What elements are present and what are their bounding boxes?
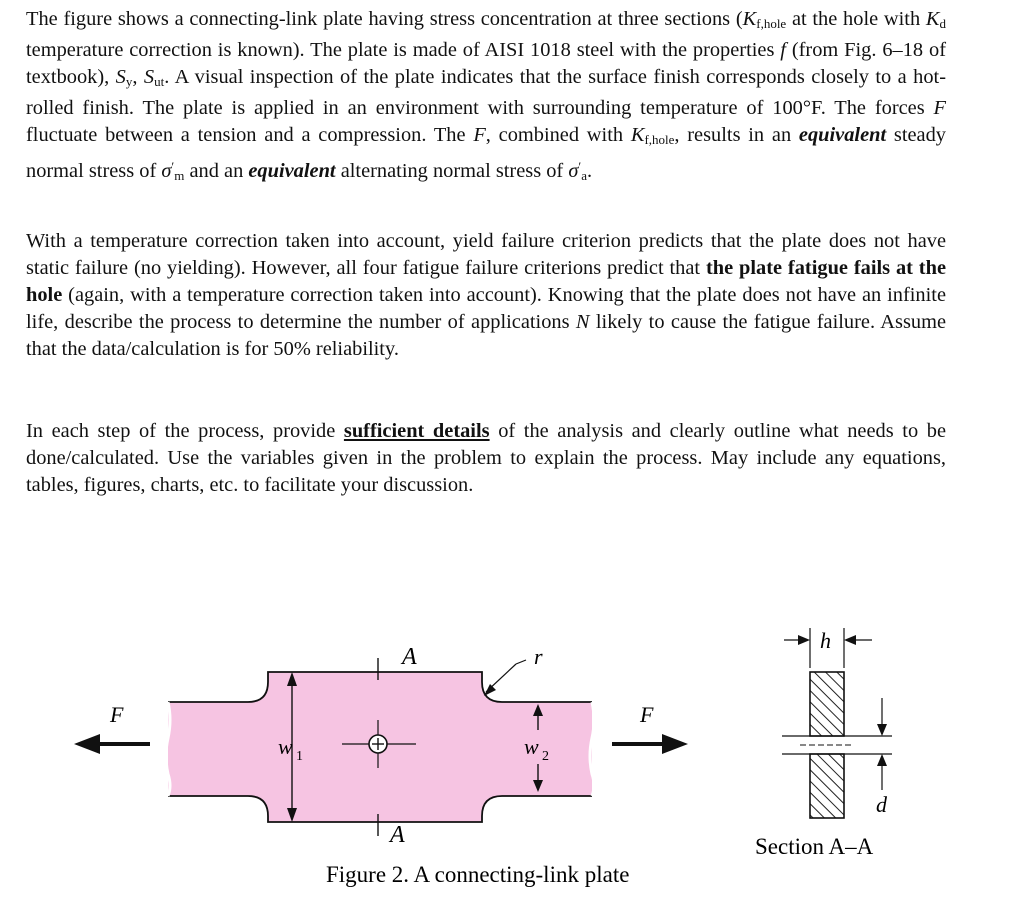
radius-leader-tail <box>516 660 526 664</box>
w2-subscript: 2 <box>542 749 549 764</box>
left-force-label: F <box>110 702 124 727</box>
d-arrow-upper <box>877 724 887 736</box>
right-force-label: F <box>640 702 654 727</box>
w1-subscript: 1 <box>296 749 303 764</box>
h-arrow-right <box>844 635 856 645</box>
paragraph-task-description: With a temperature correction taken into account, yield failure criterion predicts that the plate does not have static failure (no yielding). However, all four fatigue failure criterions predict that the plate fatigue fails at the hole (again, with a temperature correction taken into account). Knowing that the plate does not have an infinite life, describe the process to determine the number of applications N likely to cause the fatigue failure. Assume that the data/calculation is for 50% reliability. <box>26 230 946 360</box>
d-arrow-lower <box>877 754 887 766</box>
left-force-arrowhead <box>74 734 100 754</box>
figure-caption: Figure 2. A connecting-link plate <box>326 862 630 887</box>
paragraph-problem-statement: The figure shows a connecting-link plate having stress concentration at three sections ($K_{f,hole}$ at the hole with $K_d$ temperature correction is known). The plate is made of AISI 1018 steel with the properties f (from Fig. 6–18 of textbook), $S_y$, $S_{ut}$. A visual inspection of the plate indicates that the surface finish corresponds closely to a hot-rolled finish. The plate is applied in an environment with surrounding temperature of 100°F. The forces F fluctuate between a tension and a compression. The F, combined with $K_{f,hole}$, results in an equivalent steady normal stress of $\sigma'_m$ and an equivalent alternating normal stress of $\sigma'_a$. <box>26 8 946 183</box>
radius-arrow <box>484 684 496 696</box>
figure-drawing <box>60 620 940 900</box>
section-label-bottom: A <box>390 822 405 848</box>
radius-label: r <box>534 644 543 669</box>
section-caption: Section A–A <box>755 834 874 859</box>
w1-label: w <box>278 734 293 759</box>
w2-label: w <box>524 734 539 759</box>
paragraph-instructions: In each step of the process, provide sufficient details of the analysis and clearly outline what needs to be done/calculated. Use the variables given in the problem to explain the process. May include any equations, tables, figures, charts, etc. to facilitate your discussion. <box>26 420 946 496</box>
section-label-top: A <box>402 644 417 670</box>
hole-diameter-label: d <box>876 792 887 817</box>
thickness-label: h <box>820 628 831 653</box>
section-lower-hatch <box>810 754 844 818</box>
h-arrow-left <box>798 635 810 645</box>
connecting-link-figure <box>60 620 940 900</box>
section-upper-hatch <box>810 672 844 736</box>
right-force-arrowhead <box>662 734 688 754</box>
